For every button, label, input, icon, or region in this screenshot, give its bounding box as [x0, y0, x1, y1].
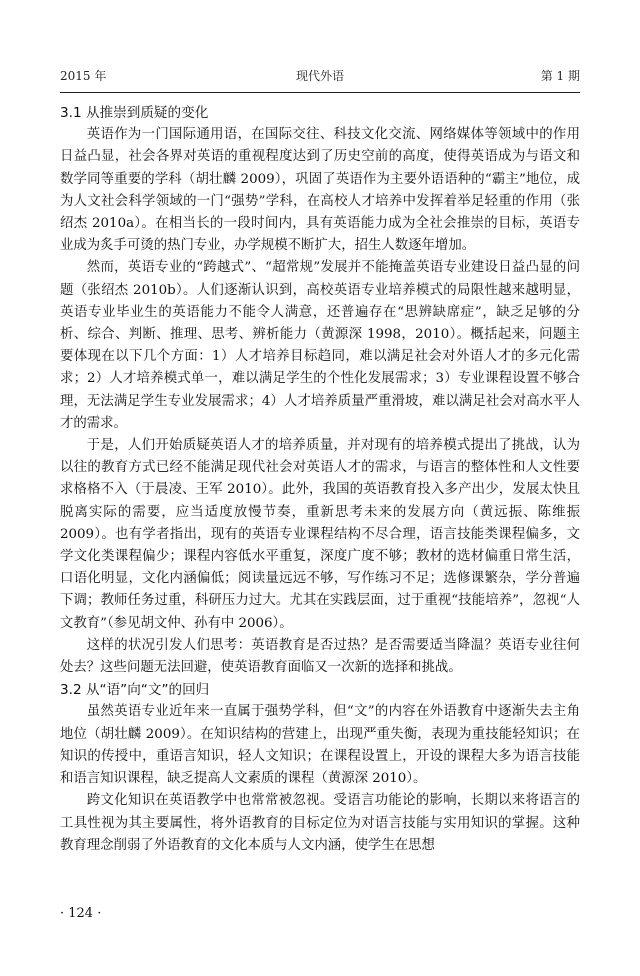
header-journal-title: 现代外语 [295, 69, 344, 83]
running-header [60, 66, 580, 86]
paragraph: 然而，英语专业的“跨越式”、“超常规”发展并不能掩盖英语专业建设日益凸显的问题（张绍杰 2010b）。人们逐渐认识到，高校英语专业培养模式的局限性越来越明显，英语专业毕业生的英语能力不能令人满意，还普遍存在“思辨缺席症”，缺乏足够的分析、综合、判断、推理、思考、辨析能力（黄源深 1998，2010）。概括起来，问题主要体现在以下几个方面：1）人才培养目标趋同，难以满足社会对外语人才的多元化需求；2）人才培养模式单一，难以满足学生的个性化发展需求；3）专业课程设置不够合理，无法满足学生专业发展需求；4）人才培养质量严重滑坡，难以满足社会对高水平人才的需求。 [60, 260, 580, 431]
header-year: 2015 年 [60, 69, 107, 83]
header-issue: 第 1 期 [540, 69, 580, 83]
paragraph: 于是，人们开始质疑英语人才的培养质量，并对现有的培养模式提出了挑战，认为以往的教育方式已经不能满足现代社会对英语人才的需求，与语言的整体性和人文性要求格格不入（于晨凌、王军 2010）。此外，我国的英语教育投入多产出少，发展太快且脱离实际的需要，应当适度放慢节奏，重新思考未来的发展方向（黄远振、陈维振 2009）。也有学者指出，现有的英语专业课程结构不尽合理，语言技能类课程偏多，文学文化类课程偏少；课程内容低水平重复，深度广度不够；教材的选材偏重日常生活，口语化明显，文化内涵偏低；阅读量远远不够，写作练习不足；选修课繁杂，学分普遍下调；教师任务过重，科研压力过大。尤其在实践层面，过于重视“技能培养”，忽视“人文教育”（参见胡文仲、孙有中 2006）。 [60, 438, 580, 631]
paragraph: 虽然英语专业近年来一直属于强势学科，但“文”的内容在外语教育中逐渐失去主角地位（胡壮麟 2009）。在知识结构的营建上，出现严重失衡，表现为重技能轻知识；在知识的传授中，重语言知识，轻人文知识；在课程设置上，开设的课程大多为语言技能和语言知识课程，缺乏提高人文素质的课程（黄源深 2010）。 [60, 704, 580, 787]
page-number: · 124 · [60, 906, 102, 921]
section-heading-3-2: 3.2 从“语”向“文”的回归 [60, 682, 210, 699]
paragraph: 这样的状况引发人们思考：英语教育是否过热？是否需要适当降温？英语专业往何处去？这些问题无法回避，使英语教育面临又一次新的选择和挑战。 [60, 637, 580, 676]
header-divider [60, 92, 580, 93]
paragraph: 英语作为一门国际通用语，在国际交往、科技文化交流、网络媒体等领域中的作用日益凸显，社会各界对英语的重视程度达到了历史空前的高度，使得英语成为与语文和数学同等重要的学科（胡壮麟 2009），巩固了英语作为主要外语语种的“霸主”地位，成为人文社会科学领域的一门“强势”学科，在高校人才培养中发挥着举足轻重的作用（张绍杰 2010a）。在相当长的一段时间内，具有英语能力成为全社会推崇的目标，英语专业成为炙手可烫的热门专业，办学规模不断扩大，招生人数逐年增加。 [60, 127, 580, 254]
article-body [60, 102, 580, 857]
section-heading-3-1: 3.1 从推崇到质疑的变化 [60, 105, 209, 121]
paragraph: 跨文化知识在英语教学中也常常被忽视。受语言功能论的影响，长期以来将语言的工具性视为其主要属性，将外语教育的目标定位为对语言技能与实用知识的掌握。这种教育理念削弱了外语教育的文化本质与人文内涵，使学生在思想 [60, 793, 580, 853]
